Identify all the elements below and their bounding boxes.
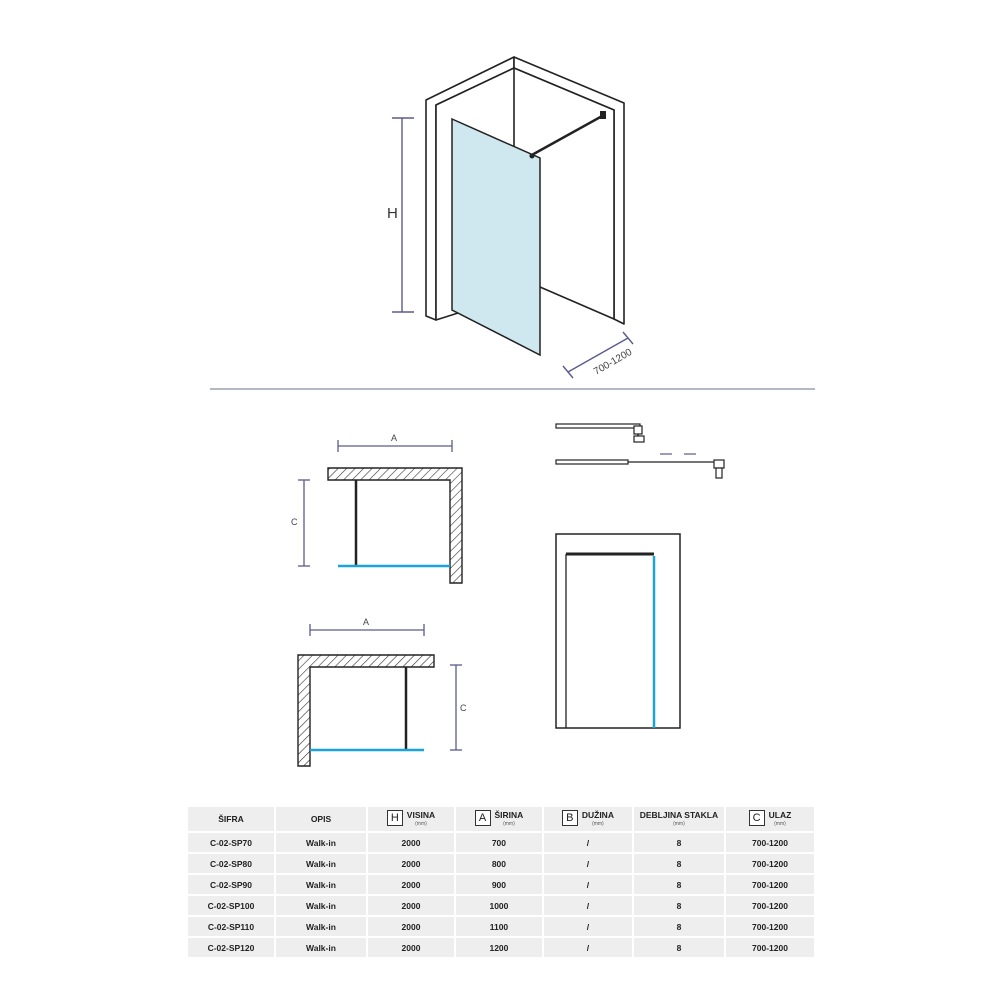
support-bar-bracket-icon bbox=[530, 154, 535, 159]
column-header-sifra: ŠIFRA bbox=[188, 807, 274, 831]
bar-connector-icon bbox=[634, 426, 642, 434]
table-row: C-02-SP110 Walk-in 2000 1100 / 8 700-1200 bbox=[188, 917, 814, 936]
table-row: C-02-SP70 Walk-in 2000 700 / 8 700-1200 bbox=[188, 833, 814, 852]
table-header-row bbox=[188, 807, 814, 831]
plan-view-right-wall bbox=[291, 433, 462, 583]
entry-c-icon: C bbox=[749, 810, 765, 826]
column-header-ulaz: C ULAZ (mm) bbox=[726, 807, 814, 831]
dimension-c-label: C bbox=[291, 517, 298, 527]
column-header-visina: H VISINA (mm) bbox=[368, 807, 454, 831]
wall-bracket-icon bbox=[634, 436, 644, 442]
height-label: H bbox=[387, 205, 398, 222]
table-row: C-02-SP90 Walk-in 2000 900 / 8 700-1200 bbox=[188, 875, 814, 894]
column-header-opis: OPIS bbox=[276, 807, 366, 831]
column-header-sirina: A ŠIRINA (mm) bbox=[456, 807, 542, 831]
table-row: C-02-SP100 Walk-in 2000 1000 / 8 700-1200 bbox=[188, 896, 814, 915]
wall-bracket-icon bbox=[714, 460, 724, 468]
dimension-a-label: A bbox=[363, 617, 370, 627]
front-elevation bbox=[556, 534, 680, 728]
column-header-debljina-stakla: DEBLJINA STAKLA (mm) bbox=[634, 807, 724, 831]
spec-table bbox=[186, 805, 816, 959]
height-h-icon: H bbox=[387, 810, 403, 826]
elevation-frame bbox=[556, 534, 680, 728]
dimension-c-label: C bbox=[460, 703, 467, 713]
wall-mount-icon bbox=[600, 111, 606, 119]
column-header-duzina: B DUŽINA (mm) bbox=[544, 807, 632, 831]
dimension-c-top bbox=[298, 480, 310, 566]
table-row: C-02-SP120 Walk-in 2000 1200 / 8 700-1200 bbox=[188, 938, 814, 957]
plan-view-left-wall bbox=[298, 617, 467, 766]
length-b-icon: B bbox=[562, 810, 578, 826]
width-a-icon: A bbox=[475, 810, 491, 826]
support-bar-long bbox=[556, 460, 628, 464]
support-bar-detail bbox=[556, 424, 724, 478]
table-row: C-02-SP80 Walk-in 2000 800 / 8 700-1200 bbox=[188, 854, 814, 873]
glass-panel bbox=[452, 119, 540, 355]
support-bar-short bbox=[556, 424, 640, 428]
width-range-label: 700-1200 bbox=[592, 346, 635, 378]
isometric-view bbox=[387, 57, 634, 378]
dimension-a-label: A bbox=[391, 433, 398, 443]
